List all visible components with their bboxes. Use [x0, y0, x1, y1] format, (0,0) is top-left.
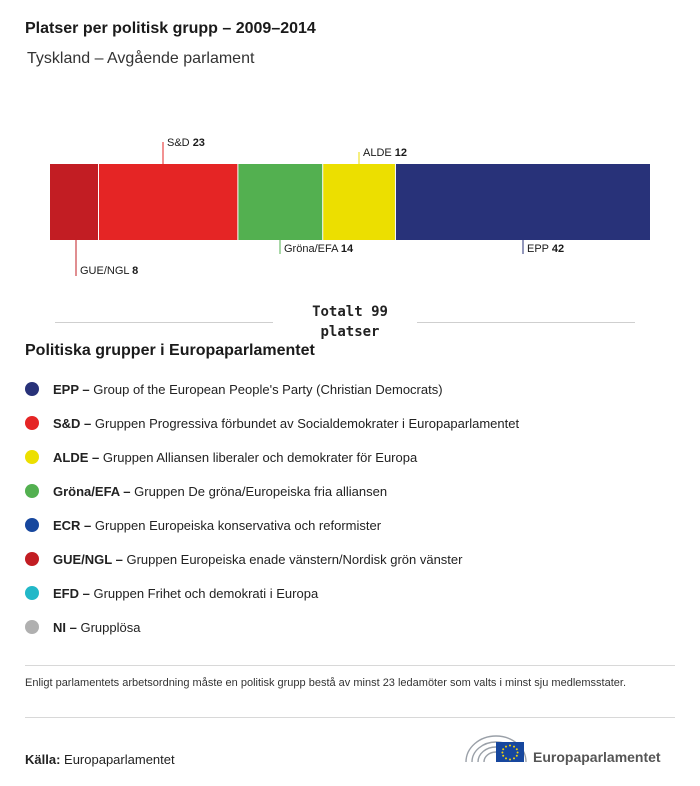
- legend-item: [25, 508, 685, 542]
- legend-title: Politiska grupper i Europaparlamentet: [25, 342, 315, 359]
- legend-item: [25, 542, 685, 576]
- segment-label-alde: ALDE 12: [363, 147, 408, 159]
- page-subtitle: Tyskland – Avgående parlament: [27, 50, 255, 67]
- bar-segment-alde: [323, 164, 396, 240]
- total-seats-line2: platser: [320, 324, 380, 340]
- legend-item: [25, 576, 685, 610]
- total-divider-left: [55, 322, 273, 323]
- legend-desc: Group of the European People's Party (Christian Democrats): [89, 381, 443, 397]
- legend-desc: Gruppen Progressiva förbundet av Socialdemokrater i Europaparlamentet: [91, 415, 520, 431]
- legend-abbr: ALDE –: [53, 449, 100, 465]
- legend-abbr: EPP –: [53, 381, 90, 397]
- legend-dot-icon: [25, 382, 39, 396]
- legend-item: [25, 440, 685, 474]
- total-seats-label: [280, 302, 420, 342]
- bar-segment-epp: [395, 164, 650, 240]
- bar-segment-gue-ngl: [50, 164, 98, 240]
- legend-dot-icon: [25, 416, 39, 430]
- legend-item: [25, 610, 685, 644]
- segment-label-epp: EPP 42: [527, 243, 565, 255]
- total-seats: [55, 302, 635, 342]
- legend-dot-icon: [25, 484, 39, 498]
- divider-top: [25, 665, 675, 666]
- legend-dot-icon: [25, 518, 39, 532]
- source-value: Europaparlamentet: [64, 752, 175, 767]
- legend-dot-icon: [25, 450, 39, 464]
- legend-desc: Gruppen De gröna/Europeiska fria alliansen: [130, 483, 388, 499]
- legend: [25, 372, 685, 644]
- bar-segment-gr-na-efa: [238, 164, 323, 240]
- logo-text: Europaparlamentet: [533, 749, 661, 765]
- segment-label-s-d: S&D 23: [167, 137, 205, 149]
- legend-abbr: EFD –: [53, 585, 90, 601]
- legend-desc: Gruppen Europeiska enade vänstern/Nordisk grön vänster: [122, 551, 463, 567]
- legend-desc: Gruppen Europeiska konservativa och reformister: [91, 517, 382, 533]
- legend-desc: Grupplösa: [76, 619, 141, 635]
- bar-segment-s-d: [98, 164, 237, 240]
- footnote: Enligt parlamentets arbetsordning måste en politisk grupp bestå av minst 23 ledamöter som valts i minst sju medlemsstater.: [25, 677, 626, 689]
- legend-abbr: Gröna/EFA –: [53, 483, 131, 499]
- legend-dot-icon: [25, 586, 39, 600]
- legend-item: [25, 406, 685, 440]
- legend-dot-icon: [25, 552, 39, 566]
- legend-abbr: ECR –: [53, 517, 92, 533]
- legend-desc: Gruppen Frihet och demokrati i Europa: [89, 585, 319, 601]
- total-seats-line1: Totalt 99: [312, 304, 388, 320]
- page-title: Platser per politisk grupp – 2009–2014: [25, 20, 316, 37]
- legend-abbr: NI –: [53, 619, 77, 635]
- seat-distribution-chart: [0, 130, 700, 290]
- divider-bottom: [25, 717, 675, 718]
- segment-label-gr-na-efa: Gröna/EFA 14: [284, 243, 354, 255]
- source-label: Källa:: [25, 752, 61, 767]
- source: [25, 752, 175, 767]
- legend-abbr: GUE/NGL –: [53, 551, 123, 567]
- legend-abbr: S&D –: [53, 415, 92, 431]
- segment-label-gue-ngl: GUE/NGL 8: [80, 265, 139, 277]
- legend-desc: Gruppen Alliansen liberaler och demokrater för Europa: [99, 449, 418, 465]
- legend-item: [25, 372, 685, 406]
- legend-item: [25, 474, 685, 508]
- total-divider-right: [417, 322, 635, 323]
- legend-dot-icon: [25, 620, 39, 634]
